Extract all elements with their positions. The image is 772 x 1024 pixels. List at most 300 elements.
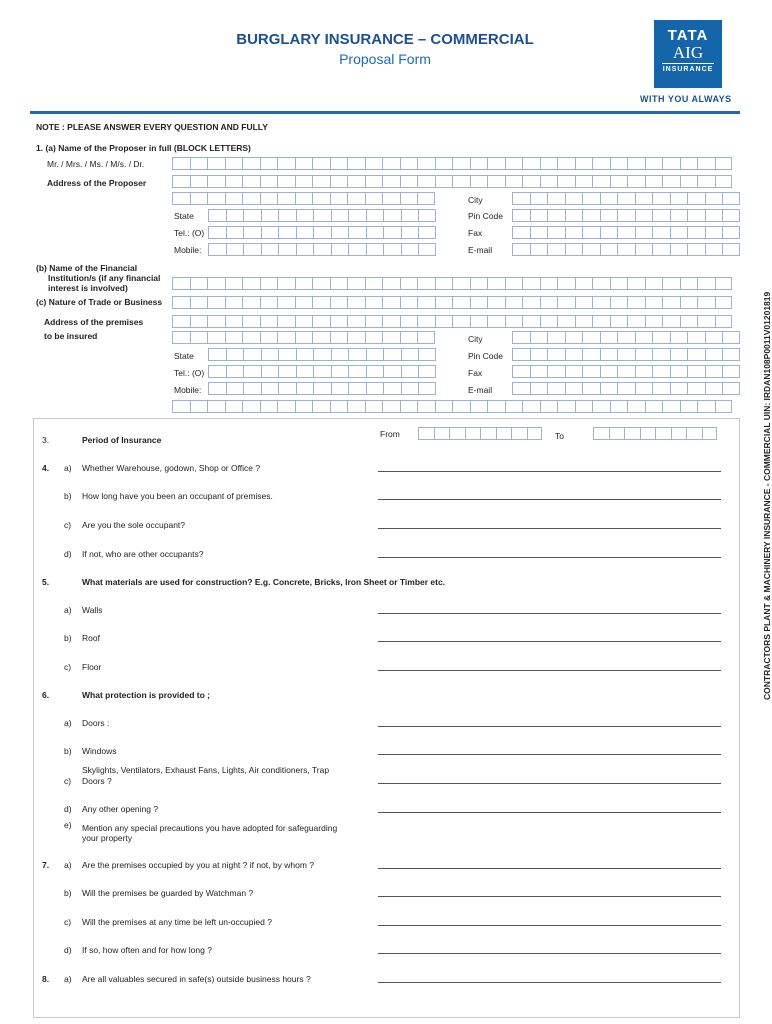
q5b-answer-line[interactable] bbox=[378, 641, 721, 642]
char-box[interactable] bbox=[242, 157, 260, 170]
char-box[interactable] bbox=[715, 296, 733, 309]
char-box[interactable] bbox=[627, 157, 645, 170]
char-box[interactable] bbox=[652, 382, 670, 395]
char-box[interactable] bbox=[313, 209, 331, 222]
char-box[interactable] bbox=[557, 400, 575, 413]
char-box[interactable] bbox=[190, 331, 208, 344]
char-box[interactable] bbox=[635, 331, 653, 344]
char-box[interactable] bbox=[278, 365, 296, 378]
char-box[interactable] bbox=[366, 226, 384, 239]
char-box[interactable] bbox=[697, 296, 715, 309]
char-box[interactable] bbox=[600, 348, 618, 361]
char-box[interactable] bbox=[505, 296, 523, 309]
char-box[interactable] bbox=[470, 175, 488, 188]
char-box[interactable] bbox=[312, 315, 330, 328]
char-box[interactable] bbox=[260, 315, 278, 328]
char-box[interactable] bbox=[540, 175, 558, 188]
char-box[interactable] bbox=[207, 157, 225, 170]
char-box[interactable] bbox=[331, 365, 349, 378]
char-box[interactable] bbox=[582, 331, 600, 344]
char-box[interactable] bbox=[452, 400, 470, 413]
char-box[interactable] bbox=[190, 400, 208, 413]
char-box[interactable] bbox=[640, 427, 656, 440]
char-box[interactable] bbox=[582, 365, 600, 378]
char-box[interactable] bbox=[207, 331, 225, 344]
char-box[interactable] bbox=[715, 400, 733, 413]
char-box[interactable] bbox=[722, 226, 740, 239]
char-box[interactable] bbox=[705, 192, 723, 205]
char-box[interactable] bbox=[295, 400, 313, 413]
char-box[interactable] bbox=[592, 175, 610, 188]
char-box[interactable] bbox=[172, 277, 190, 290]
char-box[interactable] bbox=[505, 277, 523, 290]
char-box[interactable] bbox=[365, 175, 383, 188]
char-box[interactable] bbox=[470, 277, 488, 290]
char-box[interactable] bbox=[627, 277, 645, 290]
city-boxes[interactable] bbox=[512, 192, 740, 205]
char-box[interactable] bbox=[565, 192, 583, 205]
char-box[interactable] bbox=[243, 365, 261, 378]
char-box[interactable] bbox=[383, 382, 401, 395]
char-box[interactable] bbox=[277, 331, 295, 344]
char-box[interactable] bbox=[417, 400, 435, 413]
char-box[interactable] bbox=[522, 400, 540, 413]
char-box[interactable] bbox=[722, 348, 740, 361]
char-box[interactable] bbox=[575, 315, 593, 328]
char-box[interactable] bbox=[347, 277, 365, 290]
char-box[interactable] bbox=[313, 382, 331, 395]
char-box[interactable] bbox=[645, 157, 663, 170]
char-box[interactable] bbox=[207, 175, 225, 188]
char-box[interactable] bbox=[617, 331, 635, 344]
char-box[interactable] bbox=[722, 192, 740, 205]
char-box[interactable] bbox=[670, 192, 688, 205]
char-box[interactable] bbox=[687, 331, 705, 344]
char-box[interactable] bbox=[547, 226, 565, 239]
char-box[interactable] bbox=[417, 175, 435, 188]
char-box[interactable] bbox=[226, 209, 244, 222]
char-box[interactable] bbox=[662, 400, 680, 413]
char-box[interactable] bbox=[635, 382, 653, 395]
char-box[interactable] bbox=[400, 175, 418, 188]
char-box[interactable] bbox=[592, 277, 610, 290]
char-box[interactable] bbox=[655, 427, 671, 440]
char-box[interactable] bbox=[401, 226, 419, 239]
char-box[interactable] bbox=[278, 243, 296, 256]
char-box[interactable] bbox=[547, 243, 565, 256]
char-box[interactable] bbox=[565, 365, 583, 378]
char-box[interactable] bbox=[366, 209, 384, 222]
char-box[interactable] bbox=[295, 296, 313, 309]
tel-boxes[interactable] bbox=[208, 226, 436, 239]
char-box[interactable] bbox=[697, 157, 715, 170]
char-box[interactable] bbox=[418, 427, 434, 440]
period-to-boxes[interactable] bbox=[593, 427, 717, 440]
char-box[interactable] bbox=[295, 157, 313, 170]
char-box[interactable] bbox=[365, 157, 383, 170]
char-box[interactable] bbox=[610, 296, 628, 309]
char-box[interactable] bbox=[652, 348, 670, 361]
char-box[interactable] bbox=[557, 315, 575, 328]
char-box[interactable] bbox=[687, 209, 705, 222]
char-box[interactable] bbox=[662, 157, 680, 170]
char-box[interactable] bbox=[522, 277, 540, 290]
pin-boxes[interactable] bbox=[512, 209, 740, 222]
char-box[interactable] bbox=[207, 296, 225, 309]
char-box[interactable] bbox=[207, 192, 225, 205]
char-box[interactable] bbox=[382, 175, 400, 188]
char-box[interactable] bbox=[687, 382, 705, 395]
char-box[interactable] bbox=[530, 331, 548, 344]
char-box[interactable] bbox=[296, 209, 314, 222]
char-box[interactable] bbox=[487, 157, 505, 170]
char-box[interactable] bbox=[418, 365, 436, 378]
char-box[interactable] bbox=[512, 209, 530, 222]
char-box[interactable] bbox=[383, 365, 401, 378]
char-box[interactable] bbox=[680, 157, 698, 170]
q5c-answer-line[interactable] bbox=[378, 670, 721, 671]
q4a-answer-line[interactable] bbox=[378, 471, 721, 472]
char-box[interactable] bbox=[600, 382, 618, 395]
char-box[interactable] bbox=[722, 331, 740, 344]
char-box[interactable] bbox=[512, 348, 530, 361]
char-box[interactable] bbox=[260, 400, 278, 413]
char-box[interactable] bbox=[670, 243, 688, 256]
char-box[interactable] bbox=[296, 348, 314, 361]
char-box[interactable] bbox=[226, 382, 244, 395]
pin2-boxes[interactable] bbox=[512, 348, 740, 361]
char-box[interactable] bbox=[582, 348, 600, 361]
trade-business-boxes[interactable] bbox=[172, 296, 732, 309]
char-box[interactable] bbox=[277, 400, 295, 413]
q7a-answer-line[interactable] bbox=[378, 868, 721, 869]
char-box[interactable] bbox=[435, 400, 453, 413]
char-box[interactable] bbox=[715, 175, 733, 188]
char-box[interactable] bbox=[512, 382, 530, 395]
char-box[interactable] bbox=[277, 157, 295, 170]
proposer-name-boxes[interactable] bbox=[172, 157, 732, 170]
char-box[interactable] bbox=[593, 427, 609, 440]
char-box[interactable] bbox=[697, 315, 715, 328]
char-box[interactable] bbox=[330, 315, 348, 328]
char-box[interactable] bbox=[530, 226, 548, 239]
char-box[interactable] bbox=[522, 315, 540, 328]
email2-boxes[interactable] bbox=[512, 382, 740, 395]
mobile-boxes[interactable] bbox=[208, 243, 436, 256]
char-box[interactable] bbox=[435, 157, 453, 170]
char-box[interactable] bbox=[617, 382, 635, 395]
char-box[interactable] bbox=[687, 348, 705, 361]
char-box[interactable] bbox=[295, 277, 313, 290]
char-box[interactable] bbox=[512, 243, 530, 256]
char-box[interactable] bbox=[400, 157, 418, 170]
q6a-answer-line[interactable] bbox=[378, 726, 721, 727]
char-box[interactable] bbox=[331, 209, 349, 222]
q6c-answer-line[interactable] bbox=[378, 783, 721, 784]
char-box[interactable] bbox=[208, 382, 226, 395]
char-box[interactable] bbox=[296, 365, 314, 378]
char-box[interactable] bbox=[680, 400, 698, 413]
char-box[interactable] bbox=[610, 277, 628, 290]
q4c-answer-line[interactable] bbox=[378, 528, 721, 529]
q6d-answer-line[interactable] bbox=[378, 812, 721, 813]
char-box[interactable] bbox=[226, 243, 244, 256]
char-box[interactable] bbox=[705, 243, 723, 256]
char-box[interactable] bbox=[348, 348, 366, 361]
char-box[interactable] bbox=[225, 157, 243, 170]
char-box[interactable] bbox=[366, 382, 384, 395]
char-box[interactable] bbox=[496, 427, 512, 440]
char-box[interactable] bbox=[260, 175, 278, 188]
char-box[interactable] bbox=[226, 348, 244, 361]
char-box[interactable] bbox=[331, 382, 349, 395]
char-box[interactable] bbox=[312, 331, 330, 344]
email-boxes[interactable] bbox=[512, 243, 740, 256]
char-box[interactable] bbox=[400, 296, 418, 309]
char-box[interactable] bbox=[347, 175, 365, 188]
char-box[interactable] bbox=[547, 331, 565, 344]
char-box[interactable] bbox=[347, 315, 365, 328]
char-box[interactable] bbox=[575, 175, 593, 188]
char-box[interactable] bbox=[540, 315, 558, 328]
char-box[interactable] bbox=[400, 331, 418, 344]
char-box[interactable] bbox=[208, 365, 226, 378]
char-box[interactable] bbox=[208, 209, 226, 222]
char-box[interactable] bbox=[512, 226, 530, 239]
char-box[interactable] bbox=[242, 175, 260, 188]
char-box[interactable] bbox=[487, 175, 505, 188]
char-box[interactable] bbox=[261, 209, 279, 222]
char-box[interactable] bbox=[617, 209, 635, 222]
char-box[interactable] bbox=[565, 348, 583, 361]
char-box[interactable] bbox=[225, 192, 243, 205]
char-box[interactable] bbox=[260, 277, 278, 290]
char-box[interactable] bbox=[547, 365, 565, 378]
char-box[interactable] bbox=[652, 331, 670, 344]
char-box[interactable] bbox=[330, 192, 348, 205]
char-box[interactable] bbox=[366, 348, 384, 361]
char-box[interactable] bbox=[225, 175, 243, 188]
char-box[interactable] bbox=[470, 157, 488, 170]
char-box[interactable] bbox=[645, 296, 663, 309]
char-box[interactable] bbox=[610, 157, 628, 170]
char-box[interactable] bbox=[617, 348, 635, 361]
char-box[interactable] bbox=[627, 296, 645, 309]
char-box[interactable] bbox=[400, 315, 418, 328]
char-box[interactable] bbox=[522, 175, 540, 188]
char-box[interactable] bbox=[417, 315, 435, 328]
char-box[interactable] bbox=[697, 277, 715, 290]
char-box[interactable] bbox=[260, 192, 278, 205]
char-box[interactable] bbox=[347, 192, 365, 205]
char-box[interactable] bbox=[435, 296, 453, 309]
char-box[interactable] bbox=[705, 348, 723, 361]
char-box[interactable] bbox=[662, 277, 680, 290]
char-box[interactable] bbox=[383, 243, 401, 256]
char-box[interactable] bbox=[242, 400, 260, 413]
char-box[interactable] bbox=[670, 348, 688, 361]
fax2-boxes[interactable] bbox=[512, 365, 740, 378]
char-box[interactable] bbox=[312, 277, 330, 290]
char-box[interactable] bbox=[687, 365, 705, 378]
char-box[interactable] bbox=[600, 365, 618, 378]
char-box[interactable] bbox=[417, 296, 435, 309]
char-box[interactable] bbox=[365, 400, 383, 413]
char-box[interactable] bbox=[401, 382, 419, 395]
state-boxes[interactable] bbox=[208, 209, 436, 222]
char-box[interactable] bbox=[600, 243, 618, 256]
char-box[interactable] bbox=[470, 296, 488, 309]
char-box[interactable] bbox=[505, 315, 523, 328]
char-box[interactable] bbox=[313, 365, 331, 378]
q4d-answer-line[interactable] bbox=[378, 557, 721, 558]
char-box[interactable] bbox=[702, 427, 718, 440]
char-box[interactable] bbox=[260, 296, 278, 309]
char-box[interactable] bbox=[243, 243, 261, 256]
char-box[interactable] bbox=[452, 175, 470, 188]
q6b-answer-line[interactable] bbox=[378, 754, 721, 755]
char-box[interactable] bbox=[330, 157, 348, 170]
char-box[interactable] bbox=[366, 365, 384, 378]
char-box[interactable] bbox=[347, 157, 365, 170]
char-box[interactable] bbox=[208, 348, 226, 361]
char-box[interactable] bbox=[645, 400, 663, 413]
address-line2-boxes[interactable] bbox=[172, 192, 435, 205]
char-box[interactable] bbox=[242, 277, 260, 290]
char-box[interactable] bbox=[401, 209, 419, 222]
char-box[interactable] bbox=[530, 365, 548, 378]
char-box[interactable] bbox=[242, 331, 260, 344]
char-box[interactable] bbox=[348, 226, 366, 239]
char-box[interactable] bbox=[312, 400, 330, 413]
char-box[interactable] bbox=[331, 243, 349, 256]
char-box[interactable] bbox=[522, 296, 540, 309]
state2-boxes[interactable] bbox=[208, 348, 436, 361]
char-box[interactable] bbox=[382, 400, 400, 413]
char-box[interactable] bbox=[722, 243, 740, 256]
char-box[interactable] bbox=[680, 315, 698, 328]
char-box[interactable] bbox=[565, 226, 583, 239]
char-box[interactable] bbox=[225, 296, 243, 309]
char-box[interactable] bbox=[652, 192, 670, 205]
char-box[interactable] bbox=[417, 331, 435, 344]
char-box[interactable] bbox=[722, 382, 740, 395]
char-box[interactable] bbox=[242, 296, 260, 309]
char-box[interactable] bbox=[261, 348, 279, 361]
char-box[interactable] bbox=[617, 243, 635, 256]
address-line1-boxes[interactable] bbox=[172, 175, 732, 188]
q7c-answer-line[interactable] bbox=[378, 925, 721, 926]
char-box[interactable] bbox=[547, 382, 565, 395]
char-box[interactable] bbox=[418, 382, 436, 395]
char-box[interactable] bbox=[278, 348, 296, 361]
char-box[interactable] bbox=[312, 296, 330, 309]
char-box[interactable] bbox=[261, 243, 279, 256]
char-box[interactable] bbox=[330, 400, 348, 413]
char-box[interactable] bbox=[383, 348, 401, 361]
char-box[interactable] bbox=[705, 209, 723, 222]
char-box[interactable] bbox=[680, 277, 698, 290]
char-box[interactable] bbox=[313, 243, 331, 256]
char-box[interactable] bbox=[465, 427, 481, 440]
char-box[interactable] bbox=[722, 365, 740, 378]
char-box[interactable] bbox=[635, 209, 653, 222]
char-box[interactable] bbox=[190, 157, 208, 170]
char-box[interactable] bbox=[382, 331, 400, 344]
period-from-boxes[interactable] bbox=[418, 427, 542, 440]
char-box[interactable] bbox=[592, 157, 610, 170]
char-box[interactable] bbox=[366, 243, 384, 256]
char-box[interactable] bbox=[277, 296, 295, 309]
char-box[interactable] bbox=[225, 400, 243, 413]
char-box[interactable] bbox=[540, 400, 558, 413]
char-box[interactable] bbox=[480, 427, 496, 440]
char-box[interactable] bbox=[511, 427, 527, 440]
char-box[interactable] bbox=[505, 400, 523, 413]
char-box[interactable] bbox=[242, 315, 260, 328]
char-box[interactable] bbox=[687, 226, 705, 239]
char-box[interactable] bbox=[547, 192, 565, 205]
char-box[interactable] bbox=[278, 226, 296, 239]
char-box[interactable] bbox=[383, 226, 401, 239]
char-box[interactable] bbox=[705, 226, 723, 239]
char-box[interactable] bbox=[382, 315, 400, 328]
char-box[interactable] bbox=[671, 427, 687, 440]
char-box[interactable] bbox=[172, 400, 190, 413]
char-box[interactable] bbox=[365, 192, 383, 205]
char-box[interactable] bbox=[635, 192, 653, 205]
char-box[interactable] bbox=[645, 277, 663, 290]
char-box[interactable] bbox=[295, 315, 313, 328]
char-box[interactable] bbox=[662, 315, 680, 328]
char-box[interactable] bbox=[582, 209, 600, 222]
char-box[interactable] bbox=[382, 296, 400, 309]
char-box[interactable] bbox=[627, 315, 645, 328]
char-box[interactable] bbox=[470, 315, 488, 328]
char-box[interactable] bbox=[417, 277, 435, 290]
char-box[interactable] bbox=[365, 315, 383, 328]
char-box[interactable] bbox=[312, 157, 330, 170]
char-box[interactable] bbox=[582, 243, 600, 256]
char-box[interactable] bbox=[645, 315, 663, 328]
char-box[interactable] bbox=[697, 175, 715, 188]
char-box[interactable] bbox=[347, 400, 365, 413]
char-box[interactable] bbox=[330, 277, 348, 290]
char-box[interactable] bbox=[575, 277, 593, 290]
char-box[interactable] bbox=[540, 157, 558, 170]
char-box[interactable] bbox=[635, 348, 653, 361]
char-box[interactable] bbox=[382, 192, 400, 205]
financial-institution-boxes[interactable] bbox=[172, 277, 732, 290]
char-box[interactable] bbox=[547, 348, 565, 361]
char-box[interactable] bbox=[565, 243, 583, 256]
char-box[interactable] bbox=[435, 315, 453, 328]
char-box[interactable] bbox=[635, 243, 653, 256]
char-box[interactable] bbox=[600, 226, 618, 239]
char-box[interactable] bbox=[530, 382, 548, 395]
char-box[interactable] bbox=[418, 243, 436, 256]
char-box[interactable] bbox=[662, 175, 680, 188]
char-box[interactable] bbox=[582, 382, 600, 395]
char-box[interactable] bbox=[295, 192, 313, 205]
char-box[interactable] bbox=[512, 192, 530, 205]
char-box[interactable] bbox=[277, 277, 295, 290]
char-box[interactable] bbox=[418, 348, 436, 361]
char-box[interactable] bbox=[715, 315, 733, 328]
char-box[interactable] bbox=[610, 315, 628, 328]
char-box[interactable] bbox=[348, 382, 366, 395]
char-box[interactable] bbox=[296, 243, 314, 256]
